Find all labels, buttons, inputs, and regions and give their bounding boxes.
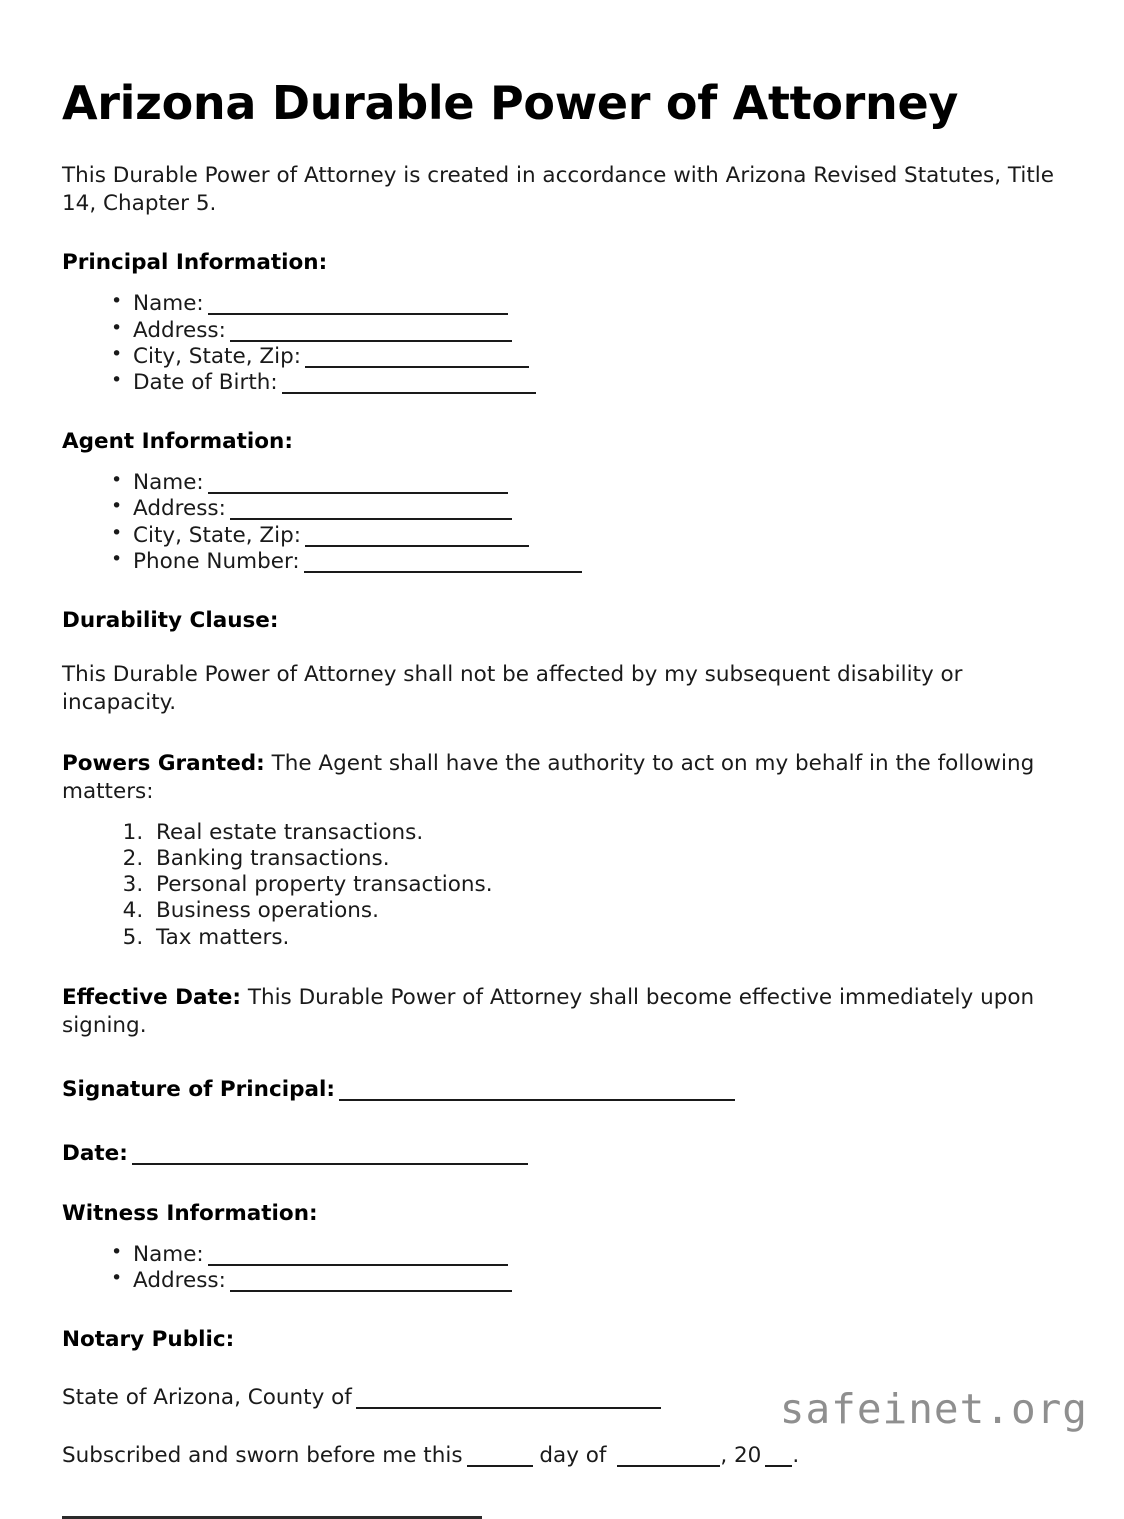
- notary-sworn-period: .: [792, 1442, 800, 1468]
- effective-date-text: This Durable Power of Attorney shall become effective immediately upon signing.: [62, 984, 1035, 1038]
- blank-line-sworn-year[interactable]: [765, 1465, 792, 1467]
- durability-clause-body: This Durable Power of Attorney shall not be affected by my subsequent disability or incapacity.: [62, 662, 963, 715]
- list-item: 3. Personal property transactions.: [150, 872, 1062, 898]
- agent-field-list: [62, 470, 1062, 575]
- list-item: [133, 291, 1062, 317]
- signature-date-label: Date:: [62, 1140, 128, 1166]
- blank-line-principal-dob[interactable]: [282, 392, 536, 394]
- blank-line-principal-name[interactable]: [208, 313, 508, 315]
- list-item: 5. Tax matters.: [150, 925, 1062, 951]
- effective-date-paragraph: [62, 984, 1057, 1040]
- field-label: Address:: [133, 317, 226, 343]
- notary-public-heading: Notary Public:: [62, 1327, 235, 1352]
- list-item: 1. Real estate transactions.: [150, 820, 1062, 846]
- signature-date-row: [62, 1140, 1062, 1168]
- field-label: Address:: [133, 496, 226, 522]
- field-label: Name:: [133, 470, 204, 496]
- list-item: [133, 549, 1062, 575]
- blank-line-principal-signature[interactable]: [339, 1099, 735, 1101]
- watermark-text: safeinet.org: [779, 1385, 1088, 1433]
- field-label: City, State, Zip:: [133, 522, 301, 548]
- list-item: [133, 318, 1062, 344]
- signature-of-principal-row: [62, 1076, 1062, 1104]
- blank-line-agent-name[interactable]: [208, 492, 508, 494]
- list-item: [133, 344, 1062, 370]
- intro-paragraph: This Durable Power of Attorney is created in accordance with Arizona Revised Statutes, Title 14, Chapter 5.: [62, 162, 1054, 216]
- effective-date-label: Effective Date:: [62, 984, 241, 1010]
- list-item: [133, 496, 1062, 522]
- blank-line-witness-name[interactable]: [208, 1264, 508, 1266]
- field-label: Date of Birth:: [133, 370, 278, 396]
- blank-line-agent-address[interactable]: [230, 518, 512, 520]
- notary-sworn-suffix: , 20: [720, 1442, 762, 1468]
- list-item: [133, 1268, 1062, 1294]
- principal-field-list: [62, 291, 1062, 396]
- list-item: [133, 523, 1062, 549]
- blank-line-agent-phone[interactable]: [304, 571, 582, 573]
- powers-granted-label: Powers Granted:: [62, 750, 265, 776]
- notary-state-county-label: State of Arizona, County of: [62, 1384, 352, 1410]
- powers-granted-list: [62, 820, 1062, 951]
- field-label: Phone Number:: [133, 548, 300, 574]
- blank-line-signature-date[interactable]: [132, 1163, 528, 1165]
- list-item: [133, 470, 1062, 496]
- page-title: Arizona Durable Power of Attorney: [62, 76, 959, 130]
- notary-sworn-prefix: Subscribed and sworn before me this: [62, 1442, 463, 1468]
- list-item: [133, 1242, 1062, 1268]
- agent-information-heading: Agent Information:: [62, 429, 293, 455]
- blank-line-notary-county[interactable]: [356, 1407, 661, 1409]
- field-label: Name:: [133, 1241, 204, 1267]
- witness-field-list: [62, 1242, 1062, 1294]
- witness-information-heading: Witness Information:: [62, 1200, 318, 1226]
- field-label: Address:: [133, 1267, 226, 1293]
- blank-line-witness-address[interactable]: [230, 1290, 512, 1292]
- powers-granted-paragraph: [62, 750, 1057, 806]
- blank-line-agent-city-state-zip[interactable]: [305, 545, 529, 547]
- list-item: [133, 370, 1062, 396]
- notary-sworn-mid: day of: [532, 1442, 614, 1468]
- signature-of-principal-label: Signature of Principal:: [62, 1076, 335, 1102]
- powers-granted-text: The Agent shall have the authority to act on my behalf in the following matters:: [62, 750, 1035, 804]
- notary-sworn-row: [62, 1442, 1062, 1470]
- blank-line-principal-address[interactable]: [230, 340, 512, 342]
- blank-line-sworn-month[interactable]: [617, 1465, 720, 1467]
- field-label: City, State, Zip:: [133, 343, 301, 369]
- blank-line-notary-signature[interactable]: [62, 1516, 482, 1519]
- blank-line-principal-city-state-zip[interactable]: [305, 366, 529, 368]
- durability-clause-heading: Durability Clause:: [62, 608, 279, 634]
- list-item: 4. Business operations.: [150, 898, 1062, 924]
- field-label: Name:: [133, 291, 204, 317]
- list-item: 2. Banking transactions.: [150, 846, 1062, 872]
- blank-line-sworn-day[interactable]: [467, 1465, 533, 1467]
- principal-information-heading: Principal Information:: [62, 250, 328, 276]
